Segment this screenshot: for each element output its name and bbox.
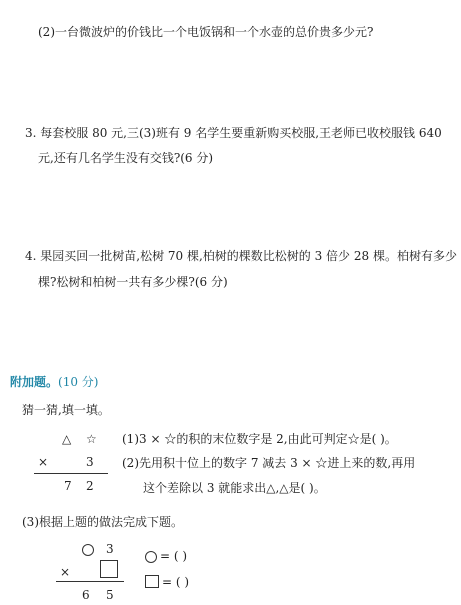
circle-answer-icon xyxy=(145,551,157,563)
circle-blank-icon xyxy=(82,544,94,556)
square-answer-icon xyxy=(145,575,159,588)
puzzle-2-result-ones: 5 xyxy=(106,588,114,602)
circle-answer: = ( ) xyxy=(160,549,188,563)
multiplication-rule xyxy=(34,473,108,474)
square-answer: = ( ) xyxy=(162,575,190,589)
bonus-heading xyxy=(10,374,98,390)
problem-2-part-2: (2)一台微波炉的价钱比一个电饭锅和一个水壶的总价贵多少元? xyxy=(38,25,374,39)
problem-4-line-2: 棵?松树和柏树一共有多少棵?(6 分) xyxy=(38,275,228,289)
problem-4-line-1: 4. 果园买回一批树苗,松树 70 棵,柏树的棵数比松树的 3 倍少 28 棵。柏树有多少 xyxy=(25,249,457,263)
result-digit-tens: 7 xyxy=(64,479,72,493)
puzzle-2-result-tens: 6 xyxy=(82,588,90,602)
square-blank-icon xyxy=(100,560,118,578)
puzzle-2-times-sign: × xyxy=(60,565,71,579)
problem-3-line-1: 3. 每套校服 80 元,三(3)班有 9 名学生要重新购买校服,王老师已收校服钱 640 xyxy=(25,126,442,140)
multiplier-digit: 3 xyxy=(86,455,94,469)
bonus-points: (10 分) xyxy=(58,375,99,389)
bonus-question-1: (1)3 × ☆的积的末位数字是 2,由此可判定☆是( )。 xyxy=(122,432,397,446)
times-sign: × xyxy=(38,455,49,469)
problem-3-line-2: 元,还有几名学生没有交钱?(6 分) xyxy=(38,151,214,165)
result-digit-ones: 2 xyxy=(86,479,94,493)
bonus-question-3: (3)根据上题的做法完成下题。 xyxy=(22,515,183,529)
puzzle-2-top-digit: 3 xyxy=(106,542,114,556)
bonus-title: 附加题。 xyxy=(10,375,59,389)
triangle-symbol: △ xyxy=(62,432,72,446)
bonus-intro: 猜一猜,填一填。 xyxy=(22,403,110,417)
star-symbol: ☆ xyxy=(86,432,97,446)
bonus-question-2-line-2: 这个差除以 3 就能求出△,△是( )。 xyxy=(143,481,326,495)
puzzle-2-rule xyxy=(56,581,124,582)
bonus-question-2-line-1: (2)先用积十位上的数字 7 减去 3 × ☆进上来的数,再用 xyxy=(122,456,416,470)
